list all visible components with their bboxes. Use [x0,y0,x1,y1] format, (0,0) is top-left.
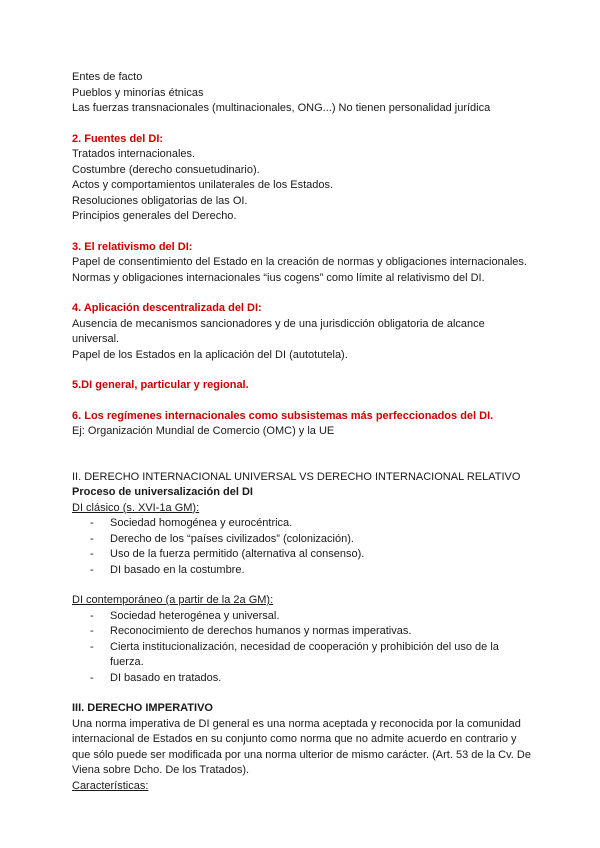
list-item: - Derecho de los “países civilizados” (colonización). [72,532,532,548]
list-item: - Reconocimiento de derechos humanos y normas imperativas. [72,624,532,640]
section-4-title: 4. Aplicación descentralizada del DI: [72,302,262,314]
part-2-title: II. DERECHO INTERNACIONAL UNIVERSAL VS DERECHO INTERNACIONAL RELATIVO [72,470,521,483]
paragraph: Normas y obligaciones internacionales “ius cogens” como límite al relativismo del DI. [72,271,485,284]
list-item: Actos y comportamientos unilaterales de los Estados. [72,179,334,191]
list-item: Resoluciones obligatorias de las OI. [72,194,248,207]
classic-list [72,516,532,578]
contemporary-heading: DI contemporáneo (a partir de la 2a GM): [72,594,274,606]
list-item: - DI basado en la costumbre. [72,563,532,579]
document-body [72,70,532,794]
paragraph: Una norma imperativa de DI general es una norma aceptada y reconocida por la comunidad internacional de Estados en su conjunto como norma que no admite acuerdo en contrario y que sólo puede ser modificada por una norma ulterior de mismo carácter. (Art. 53 de la Cv. De Viena sobre Dcho. De los Tratados). [72,717,531,776]
paragraph: Ausencia de mecanismos sancionadores y de una jurisdicción obligatoria de alcance universal. [72,317,485,345]
intro-line: Las fuerzas transnacionales (multinacionales, ONG...) No tienen personalidad jurídica [72,102,491,114]
section-2-title: 2. Fuentes del DI: [72,132,164,145]
intro-line: Entes de facto [72,71,143,83]
list-item: Principios generales del Derecho. [72,210,237,222]
list-item: - DI basado en tratados. [72,671,532,687]
list-item: - Sociedad heterogénea y universal. [72,609,532,625]
paragraph: Papel de los Estados en la aplicación del DI (autotutela). [72,348,348,361]
paragraph: Ej: Organización Mundial de Comercio (OMC) y la UE [72,425,335,437]
list-item: Tratados internacionales. [72,148,196,160]
list-item: - Uso de la fuerza permitido (alternativa al consenso). [72,547,532,563]
list-item: Costumbre (derecho consuetudinario). [72,163,260,176]
section-3-title: 3. El relativismo del DI: [72,240,193,253]
contemporary-list [72,609,532,687]
list-item: - Sociedad homogénea y eurocéntrica. [72,516,532,532]
characteristics-label: Características: [72,779,149,792]
section-6-title: 6. Los regímenes internacionales como subsistemas más perfeccionados del DI. [72,409,494,422]
section-5-title: 5.DI general, particular y regional. [72,379,249,391]
intro-line: Pueblos y minorías étnicas [72,86,204,99]
list-item: - Cierta institucionalización, necesidad de cooperación y prohibición del uso de la fuerza. [72,640,532,671]
paragraph: Papel de consentimiento del Estado en la creación de normas y obligaciones internacionales. [72,256,527,268]
part-3-title: III. DERECHO IMPERATIVO [72,702,213,714]
classic-heading: DI clásico (s. XVI-1a GM): [72,501,200,514]
part-2-subtitle: Proceso de universalización del DI [72,486,253,498]
